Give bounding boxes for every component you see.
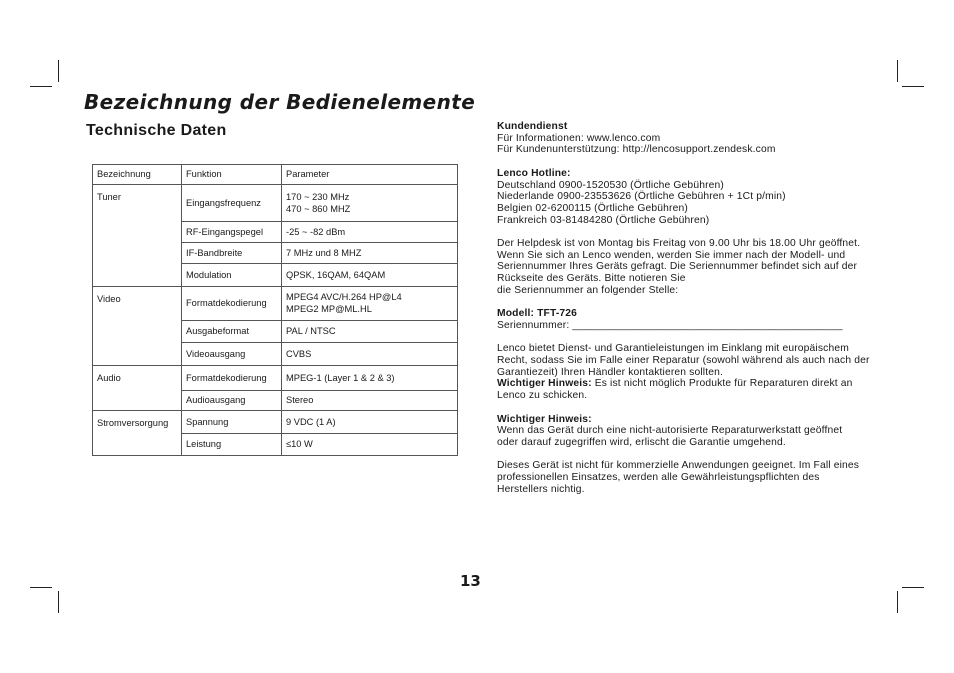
spec-table xyxy=(92,164,458,456)
function-cell: Spannung xyxy=(182,411,282,434)
table-row xyxy=(93,287,458,321)
crop-mark xyxy=(58,60,59,82)
function-cell: Ausgabeformat xyxy=(182,321,282,343)
group-name-cell: Audio xyxy=(93,366,182,411)
crop-mark xyxy=(897,591,898,613)
important-line: oder darauf zugegriffen wird, erlischt die Garantie umgehend. xyxy=(497,436,786,448)
crop-mark xyxy=(30,86,52,87)
function-cell: Modulation xyxy=(182,264,282,287)
kundendienst-heading: Kundendienst xyxy=(497,121,568,132)
parameter-value: QPSK, 16QAM, 64QAM xyxy=(286,269,386,280)
table-row xyxy=(93,185,458,222)
info-line: Für Informationen: www.lenco.com xyxy=(497,132,661,144)
important-text: Es ist nicht möglich Produkte für Reparaturen direkt an xyxy=(591,378,853,390)
parameter-cell xyxy=(282,321,458,343)
parameter-cell xyxy=(282,185,458,222)
helpdesk-line: Rückseite des Geräts. Bitte notieren Sie xyxy=(497,273,686,285)
commercial-line: professionellen Einsatzes, werden alle Gewährleistungspflichten des xyxy=(497,472,820,483)
page-title: Bezeichnung der Bedienelemente xyxy=(84,90,476,114)
parameter-cell xyxy=(282,264,458,287)
function-cell: Leistung xyxy=(182,434,282,456)
important-line: Wenn das Gerät durch eine nicht-autorisierte Reparaturwerkstatt geöffnet xyxy=(497,425,843,437)
parameter-value: PAL / NTSC xyxy=(286,326,336,336)
important-text: Lenco zu schicken. xyxy=(497,390,588,402)
function-cell: RF-Eingangspegel xyxy=(182,222,282,243)
function-cell: Videoausgang xyxy=(182,343,282,366)
important-heading: Wichtiger Hinweis: xyxy=(497,413,592,425)
function-cell: Eingangsfrequenz xyxy=(182,185,282,222)
function-cell: IF-Bandbreite xyxy=(182,243,282,264)
spec-table-body xyxy=(93,165,458,456)
commercial-line: Herstellers nichtig. xyxy=(497,483,585,495)
warranty-line: Recht, sodass Sie im Falle einer Reparatur (sowohl während als auch nach der xyxy=(497,355,870,366)
service-info xyxy=(497,121,907,495)
parameter-cell xyxy=(282,366,458,391)
parameter-value: -25 ~ -82 dBm xyxy=(286,226,346,237)
parameter-value: 7 MHz und 8 MHZ xyxy=(286,247,362,258)
column-header: Bezeichnung xyxy=(93,165,182,185)
warranty-line: Garantiezeit) Ihren Händler kontaktieren sollten. xyxy=(497,366,723,378)
group-name-cell: Video xyxy=(93,287,182,366)
group-name-cell: Stromversorgung xyxy=(93,411,182,456)
parameter-cell xyxy=(282,287,458,321)
column-header: Parameter xyxy=(282,165,458,185)
hotline-line: Belgien 02-6200115 (Örtliche Gebühren) xyxy=(497,202,688,214)
table-row xyxy=(93,411,458,434)
serial-label: Seriennummer: ______________________________________________ xyxy=(497,319,843,331)
hotline-heading: Lenco Hotline: xyxy=(497,167,571,179)
commercial-line: Dieses Gerät ist nicht für kommerzielle Anwendungen geeignet. Im Fall eines xyxy=(497,460,860,472)
column-header: Funktion xyxy=(182,165,282,185)
crop-mark xyxy=(58,591,59,613)
helpdesk-line: Wenn Sie sich an Lenco wenden, werden Sie immer nach der Modell- und xyxy=(497,249,846,261)
hotline-line: Niederlande 0900-23553626 (Örtliche Gebühren + 1Ct p/min) xyxy=(497,191,786,203)
helpdesk-line: die Seriennummer an folgender Stelle: xyxy=(497,284,679,296)
function-cell: Formatdekodierung xyxy=(182,366,282,391)
parameter-cell xyxy=(282,411,458,434)
function-cell: Formatdekodierung xyxy=(182,287,282,321)
support-line: Für Kundenunterstützung: http://lencosupport.zendesk.com xyxy=(497,144,776,156)
page-number: 13 xyxy=(460,572,481,590)
helpdesk-line: Seriennummer Ihres Geräts gefragt. Die Seriennummer befindet sich auf der xyxy=(497,261,858,273)
warranty-line: Lenco bietet Dienst- und Garantieleistungen im Einklang mit europäischem xyxy=(497,343,849,355)
parameter-value: ≤10 W xyxy=(286,439,313,449)
parameter-cell xyxy=(282,243,458,264)
crop-mark xyxy=(902,86,924,87)
parameter-cell xyxy=(282,391,458,411)
parameter-value: MPEG2 MP@ML.HL xyxy=(286,304,372,314)
hotline-line: Deutschland 0900-1520530 (Örtliche Gebühren) xyxy=(497,179,724,191)
important-note xyxy=(497,378,907,390)
model-label: Modell: TFT-726 xyxy=(497,308,578,320)
parameter-cell xyxy=(282,222,458,243)
function-cell: Audioausgang xyxy=(182,391,282,411)
parameter-value: MPEG4 AVC/H.264 HP@L4 xyxy=(286,292,402,302)
crop-mark xyxy=(897,60,898,82)
parameter-cell xyxy=(282,434,458,456)
hotline-line: Frankreich 03-81484280 (Örtliche Gebühren) xyxy=(497,214,710,226)
crop-mark xyxy=(30,587,52,588)
parameter-value: Stereo xyxy=(286,395,314,405)
helpdesk-line: Der Helpdesk ist von Montag bis Freitag von 9.00 Uhr bis 18.00 Uhr geöffnet. xyxy=(497,238,861,249)
parameter-cell xyxy=(282,343,458,366)
group-name-cell: Tuner xyxy=(93,185,182,287)
parameter-value: CVBS xyxy=(286,348,312,359)
parameter-value: 470 ~ 860 MHZ xyxy=(286,203,351,214)
table-row xyxy=(93,366,458,391)
parameter-value: 9 VDC (1 A) xyxy=(286,416,336,427)
section-title: Technische Daten xyxy=(86,122,227,139)
important-label: Wichtiger Hinweis: xyxy=(497,378,592,390)
crop-mark xyxy=(902,587,924,588)
parameter-value: 170 ~ 230 MHz xyxy=(286,191,350,202)
table-header-row xyxy=(93,165,458,185)
parameter-value: MPEG-1 (Layer 1 & 2 & 3) xyxy=(286,372,395,383)
